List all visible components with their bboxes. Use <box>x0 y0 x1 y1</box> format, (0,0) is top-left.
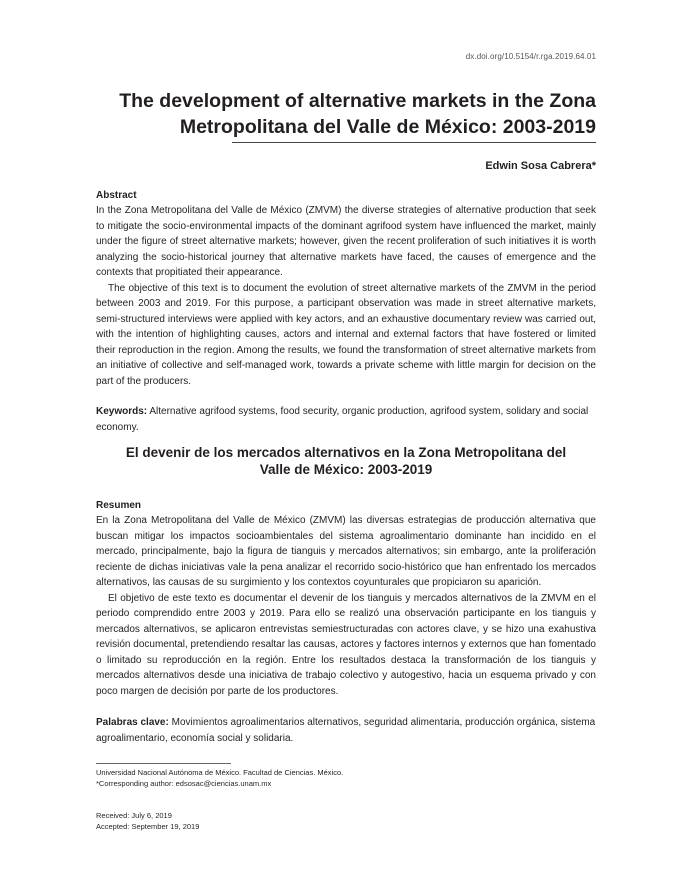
abstract-paragraph-2: The objective of this text is to document the evolution of street alternative markets of the ZMVM in the period between 2003 and 2019. For this purpose, a participant observation was made in street alternative markets, semi-structured interviews were applied with key actors, and an exhaustive documentary review was carried out, with the intention of highlighting causes, actors and internal and external factors that have fostered or limited their reproduction in the region. Among the results, we found the transformation of street alternative markets from an initiative of collective and self-managed work, towards a private scheme with little margin for decision on the part of the producers. <box>96 282 596 387</box>
resumen-heading: Resumen <box>96 500 142 511</box>
accepted-date: Accepted: September 19, 2019 <box>96 822 200 831</box>
spanish-title <box>96 444 596 478</box>
article-title-line2: Metropolitana del Valle de México: 2003-2019 <box>179 116 596 138</box>
submission-dates <box>96 810 596 832</box>
author-name: Edwin Sosa Cabrera* <box>485 160 596 172</box>
article-title <box>96 88 596 140</box>
keywords-text: Alternative agrifood systems, food security, organic production, agrifood system, solidary and social economy. <box>96 406 589 433</box>
received-date: Received: July 6, 2019 <box>96 811 172 820</box>
article-title-line1: The development of alternative markets in the Zona <box>119 90 596 112</box>
spanish-title-line2: Valle de México: 2003-2019 <box>259 462 433 477</box>
affiliation-footnote: Universidad Nacional Autónoma de México. Facultad de Ciencias. México. <box>96 768 344 777</box>
resumen-paragraph-2: El objetivo de este texto es documentar el devenir de los tianguis y mercados alternativos de la ZMVM en el periodo comprendido entre 2003 y 2019. Para ello se realizó una observación participante en los tianguis y mercados alternativos, se aplicaron entrevistas semiestructuradas con actores clave, y se hizo una exahustiva revisión documental, pretendiendo resaltar las causas, actores y factores internos y externos que han fomentado o limitado su reproducción en la región. Entre los resultados destaca la transformación de los tianguis y mercados alternativos desde una iniciativa de trabajo colectivo y autogestivo, hacia un esquema privado y con poco margen de decisión por parte de los productores. <box>96 592 596 697</box>
keywords-section <box>96 404 596 435</box>
abstract-heading: Abstract <box>96 190 137 201</box>
title-divider <box>232 142 596 143</box>
palabras-clave-label: Palabras clave: <box>96 717 169 728</box>
palabras-clave-text: Movimientos agroalimentarios alternativos, seguridad alimentaria, producción orgánica, sistema agroalimentario, economía social y solidaria. <box>96 717 596 744</box>
keywords-label: Keywords: <box>96 406 148 417</box>
abstract-section <box>96 190 596 389</box>
abstract-paragraph-1: In the Zona Metropolitana del Valle de México (ZMVM) the diverse strategies of alternative production that seek to mitigate the socio-environmental impacts of the dominant agrifood system have influenced the market, mainly under the figure of street alternative markets; however, given the recent proliferation of such initiatives it is worth analyzing the socio-historical journey that alternative markets have faced, the causes of emergence and the contexts that propitiated their appearance. <box>96 205 596 278</box>
resumen-paragraph-1: En la Zona Metropolitana del Valle de México (ZMVM) las diversas estrategias de producción alternativa que buscan mitigar los impactos socioambientales del sistema agroalimentario dominante han incidido en el mercado, principalmente, bajo la figura de tianguis y mercados alternativos; sin embargo, ante la proliferación reciente de dichas iniciativas vale la pena analizar el recorrido socio-histórico que han enfrentado los mercados alternativos, las causas de su surgimiento y los contextos coyunturales que propiciaron su aparición. <box>96 515 596 588</box>
doi-link[interactable]: dx.doi.org/10.5154/r.rga.2019.64.01 <box>465 52 596 61</box>
palabras-clave-section <box>96 715 596 746</box>
corresponding-author-footnote: *Corresponding author: edsosac@ciencias.unam.mx <box>96 779 272 788</box>
footnotes <box>96 767 596 789</box>
spanish-title-line1: El devenir de los mercados alternativos en la Zona Metropolitana del <box>125 445 567 460</box>
resumen-section <box>96 500 596 699</box>
footnote-divider <box>96 763 231 764</box>
